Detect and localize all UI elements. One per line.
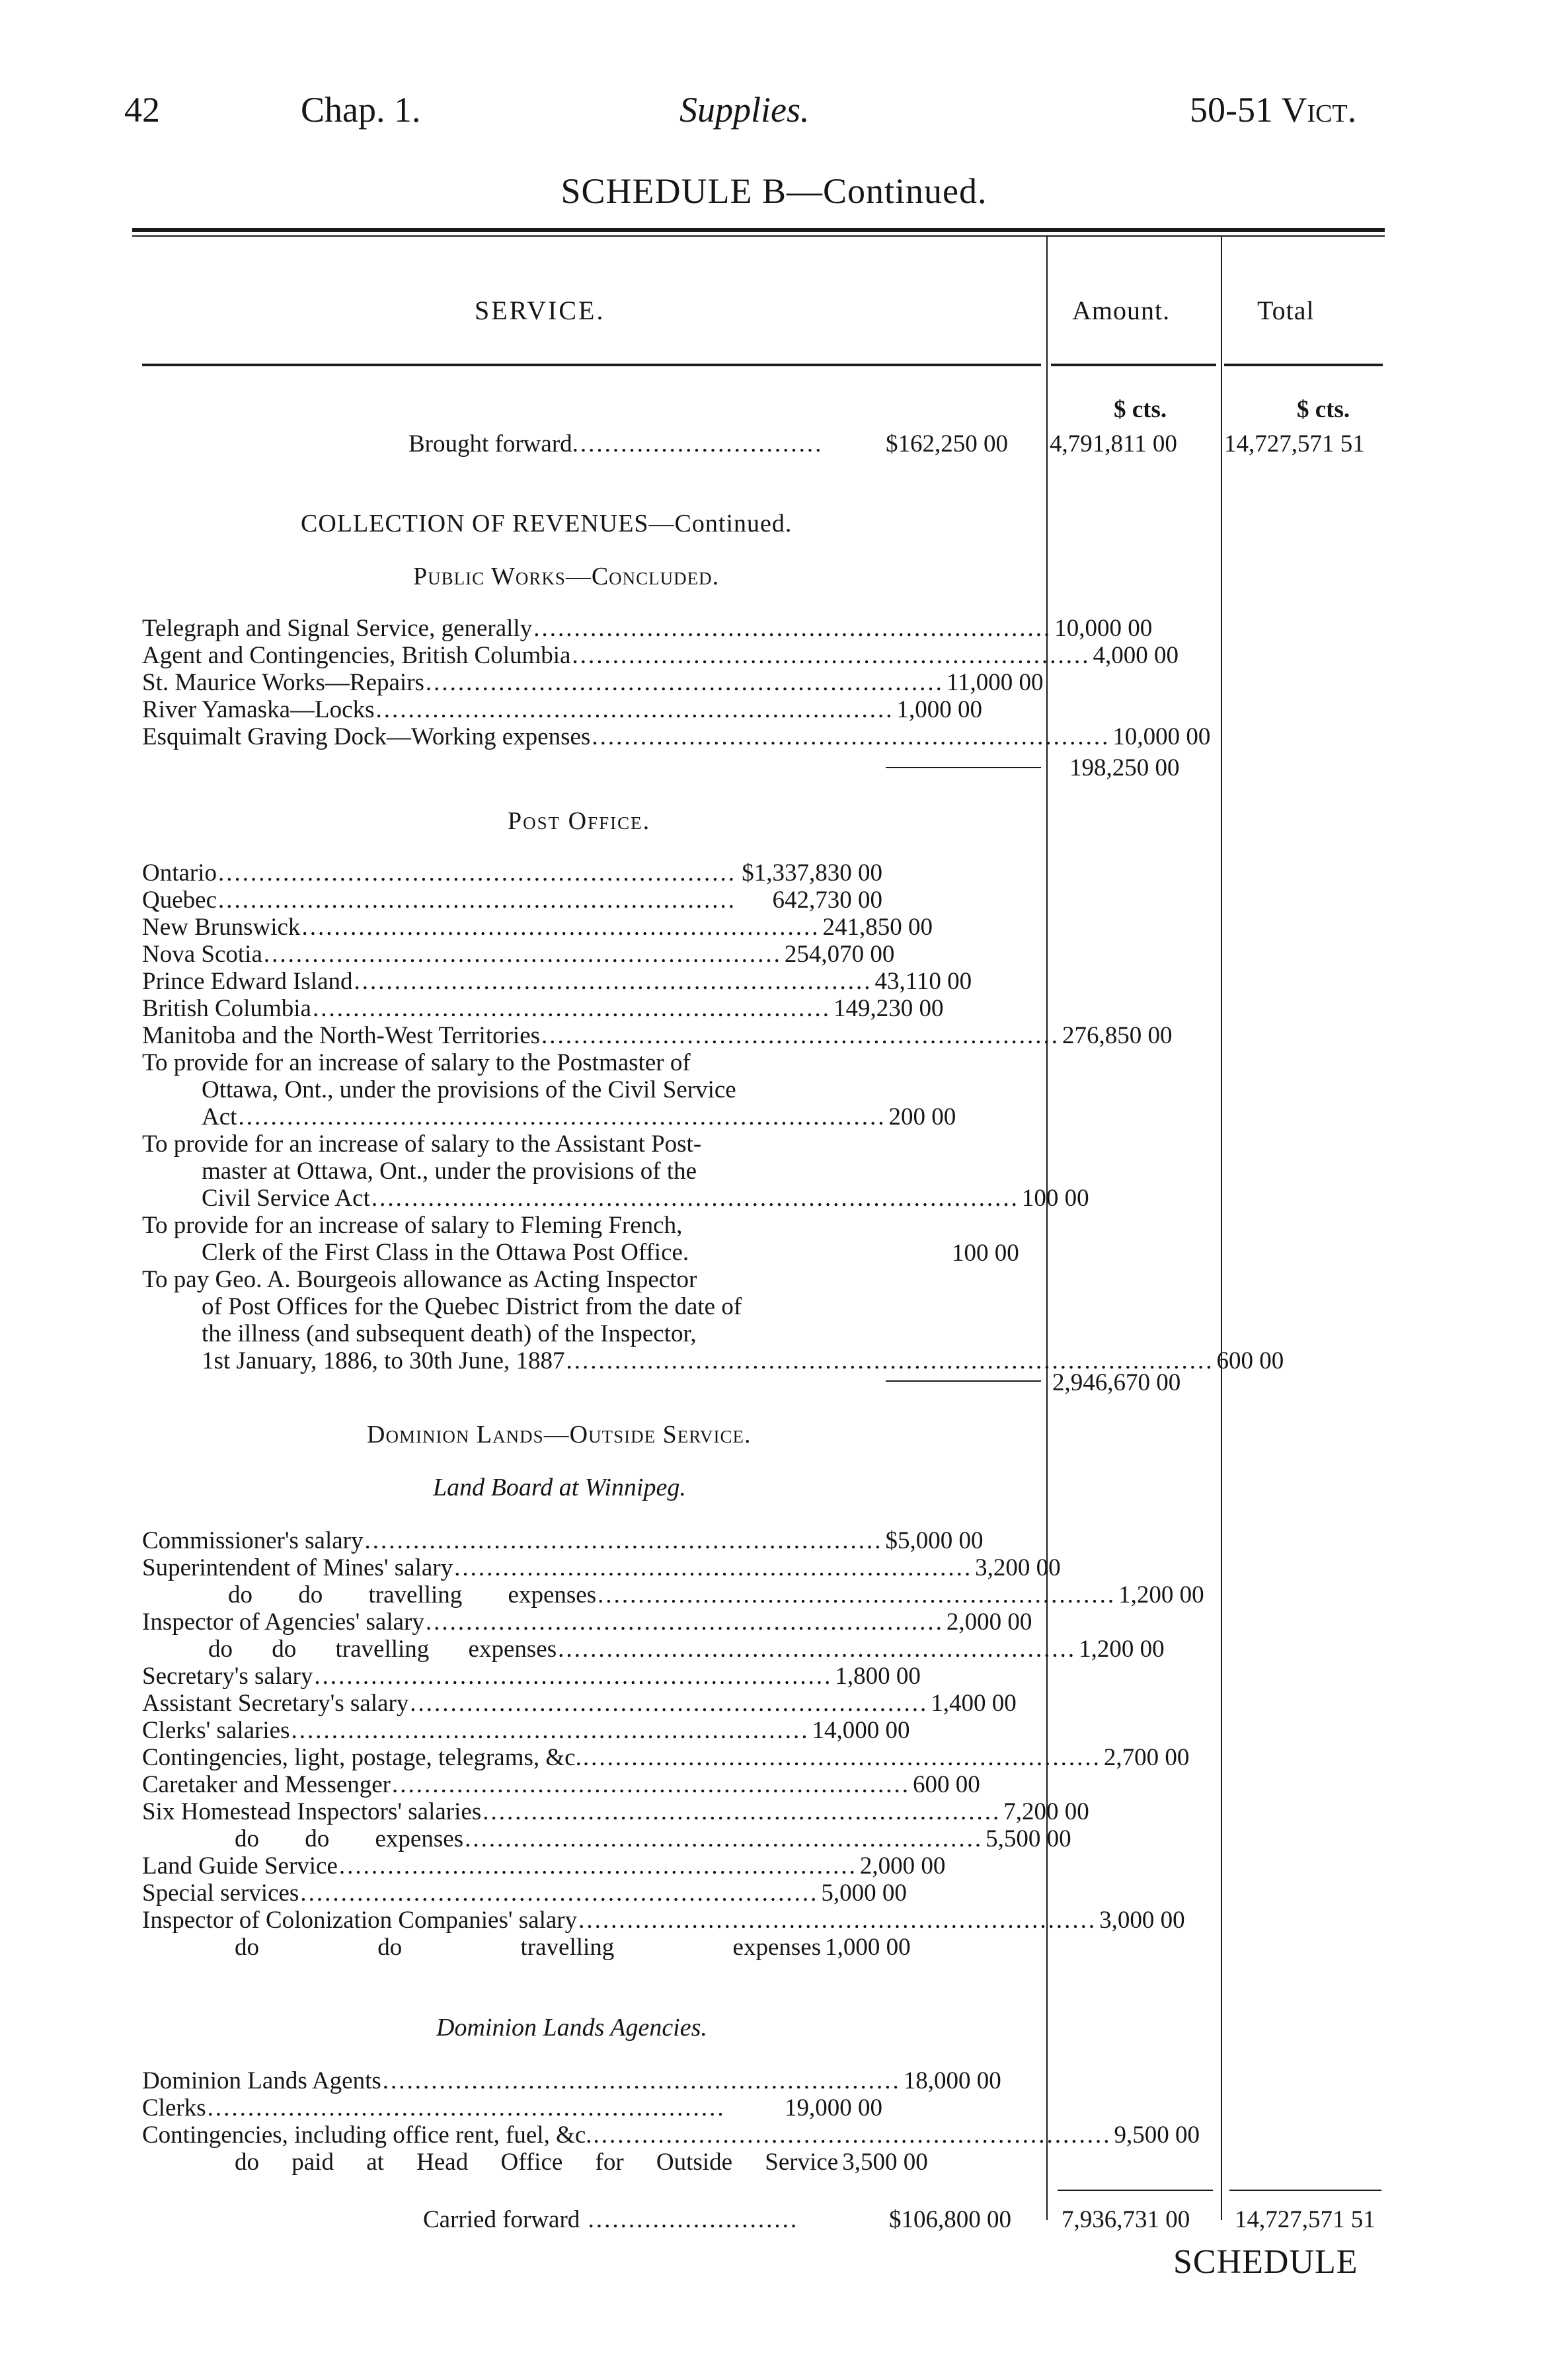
list-item: Esquimalt Graving Dock—Working expenses ................................................................ 10,000 00	[142, 723, 1211, 750]
post-office-heading: Post Office.	[508, 807, 651, 835]
list-item: Telegraph and Signal Service, generally ................................................................ 10,000 00	[142, 615, 1153, 642]
list-item: do do travelling expenses ................................................................ 1,200 00	[208, 1636, 1165, 1663]
postmaster-increase-line: Ottawa, Ont., under the provisions of the Civil Service	[202, 1076, 736, 1103]
french-increase-line: To provide for an increase of salary to Fleming French,	[142, 1212, 683, 1239]
list-item: Contingencies, light, postage, telegrams, &c. ................................................................ 2,700 00	[142, 1744, 1190, 1771]
list-item: River Yamaska—Locks ................................................................ 1,000 00	[142, 696, 982, 723]
list-item: Assistant Secretary's salary ................................................................ 1,400 00	[142, 1690, 1017, 1717]
list-item: Prince Edward Island ................................................................ 43,110 00	[142, 968, 972, 995]
carried-forward-label: Carried forward ..........................	[423, 2206, 799, 2233]
agencies-subheading: Dominion Lands Agencies.	[436, 2014, 707, 2042]
heading-rule-service	[142, 364, 1041, 366]
list-item: Manitoba and the North-West Territories ................................................................ 276,850 00	[142, 1022, 1173, 1049]
list-item: Clerks' salaries ................................................................ 14,000 00	[142, 1717, 910, 1744]
list-item: Agent and Contingencies, British Columbia ................................................................ 4,000 00	[142, 642, 1179, 669]
list-item: Superintendent of Mines' salary ................................................................ 3,200 00	[142, 1554, 1061, 1581]
list-item: Nova Scotia ................................................................ 254,070 00	[142, 941, 895, 968]
carried-forward-total: 14,727,571 51	[1235, 2206, 1375, 2233]
brought-forward-total: 14,727,571 51	[1224, 430, 1365, 457]
list-item: do paid at Head Office for Outside Service 3,500 00	[235, 2149, 928, 2176]
list-item: Special services ................................................................ 5,000 00	[142, 1880, 907, 1907]
list-item: British Columbia ................................................................ 149,230 00	[142, 995, 944, 1022]
dominion-lands-heading: Dominion Lands—Outside Service.	[367, 1421, 752, 1448]
public-works-subheading: Public Works—Concluded.	[413, 563, 720, 590]
catchword: SCHEDULE	[1173, 2243, 1358, 2281]
assistant-increase-line: master at Ottawa, Ont., under the provisions of the	[202, 1158, 697, 1185]
list-item: Inspector of Agencies' salary ................................................................ 2,000 00	[142, 1608, 1032, 1636]
list-item: Clerks ................................................................ 19,000 00	[142, 2094, 882, 2122]
list-item: Civil Service Act ................................................................................ 100 00	[202, 1185, 1089, 1212]
list-item: Dominion Lands Agents ................................................................ 18,000 00	[142, 2067, 1001, 2094]
heading-rule-amount	[1051, 364, 1216, 366]
post-office-subtotal: 2,946,670 00	[1052, 1369, 1181, 1396]
total-rule	[1229, 2190, 1381, 2191]
regnal-year: 50-51 Vict.	[1190, 90, 1357, 130]
brought-forward-value: $162,250 00	[886, 430, 1008, 457]
carried-forward-value: $106,800 00	[889, 2206, 1011, 2233]
land-board-subheading: Land Board at Winnipeg.	[433, 1474, 686, 1501]
service-column-heading: SERVICE.	[475, 296, 605, 325]
subtotal-rule	[886, 767, 1041, 768]
list-item: Commissioner's salary ................................................................ $5,000 00	[142, 1527, 984, 1554]
list-item: Ontario ................................................................ $1,337,830 00	[142, 859, 882, 887]
list-item: Six Homestead Inspectors' salaries ................................................................ 7,200 00	[142, 1798, 1089, 1825]
column-divider-total	[1221, 237, 1222, 2220]
list-item: Act ................................................................................ 200 00	[202, 1103, 956, 1130]
heading-rule-total	[1224, 364, 1383, 366]
brought-forward-label: Brought forward...............................	[408, 430, 824, 457]
list-item: Quebec ................................................................ 642,730 00	[142, 887, 882, 914]
french-increase-value: 100 00	[952, 1240, 1019, 1267]
total-column-heading: Total	[1257, 296, 1315, 325]
brought-forward-amount: 4,791,811 00	[1050, 430, 1177, 457]
postmaster-increase-line: To provide for an increase of salary to the Postmaster of	[142, 1049, 691, 1076]
list-item: do do travelling expenses ................................................................ 1,200 00	[228, 1581, 1204, 1608]
running-title: Supplies.	[679, 90, 810, 130]
collection-heading: COLLECTION OF REVENUES—Continued.	[301, 510, 793, 537]
subtotal-rule	[886, 1380, 1041, 1382]
list-item: Land Guide Service ................................................................ 2,000 00	[142, 1852, 946, 1880]
header-rule	[132, 228, 1385, 232]
list-item: St. Maurice Works—Repairs ................................................................ 11,000 00	[142, 669, 1044, 696]
total-rule	[1058, 2190, 1213, 2191]
chapter-label: Chap. 1.	[301, 90, 421, 130]
total-unit: $ cts.	[1297, 396, 1350, 423]
bourgeois-line: the illness (and subsequent death) of the Inspector,	[202, 1320, 697, 1347]
list-item: do do travelling expenses 1,000 00	[235, 1934, 911, 1961]
carried-forward-amount: 7,936,731 00	[1062, 2206, 1190, 2233]
amount-column-heading: Amount.	[1072, 296, 1171, 325]
list-item: Caretaker and Messenger ................................................................ 600 00	[142, 1771, 980, 1798]
list-item: Inspector of Colonization Companies' salary ................................................................ 3,000 00	[142, 1907, 1185, 1934]
list-item: 1st January, 1886, to 30th June, 1887 ................................................................................ 600 00	[202, 1347, 1284, 1374]
list-item: do do expenses ................................................................ 5,500 00	[235, 1825, 1071, 1852]
page-number: 42	[124, 90, 160, 130]
list-item: Contingencies, including office rent, fuel, &c. ................................................................ 9,500 00	[142, 2122, 1200, 2149]
schedule-title: SCHEDULE B—Continued.	[561, 171, 987, 211]
collection-subtotal: 198,250 00	[1069, 754, 1180, 781]
bourgeois-line: To pay Geo. A. Bourgeois allowance as Acting Inspector	[142, 1266, 697, 1293]
french-increase-line: Clerk of the First Class in the Ottawa Post Office.	[202, 1239, 689, 1266]
list-item: Secretary's salary ................................................................ 1,800 00	[142, 1663, 921, 1690]
assistant-increase-line: To provide for an increase of salary to the Assistant Post-	[142, 1130, 702, 1158]
list-item: New Brunswick ................................................................ 241,850 00	[142, 914, 933, 941]
header-rule-thin	[132, 235, 1385, 237]
bourgeois-line: of Post Offices for the Quebec District from the date of	[202, 1293, 742, 1320]
amount-unit: $ cts.	[1114, 396, 1167, 423]
